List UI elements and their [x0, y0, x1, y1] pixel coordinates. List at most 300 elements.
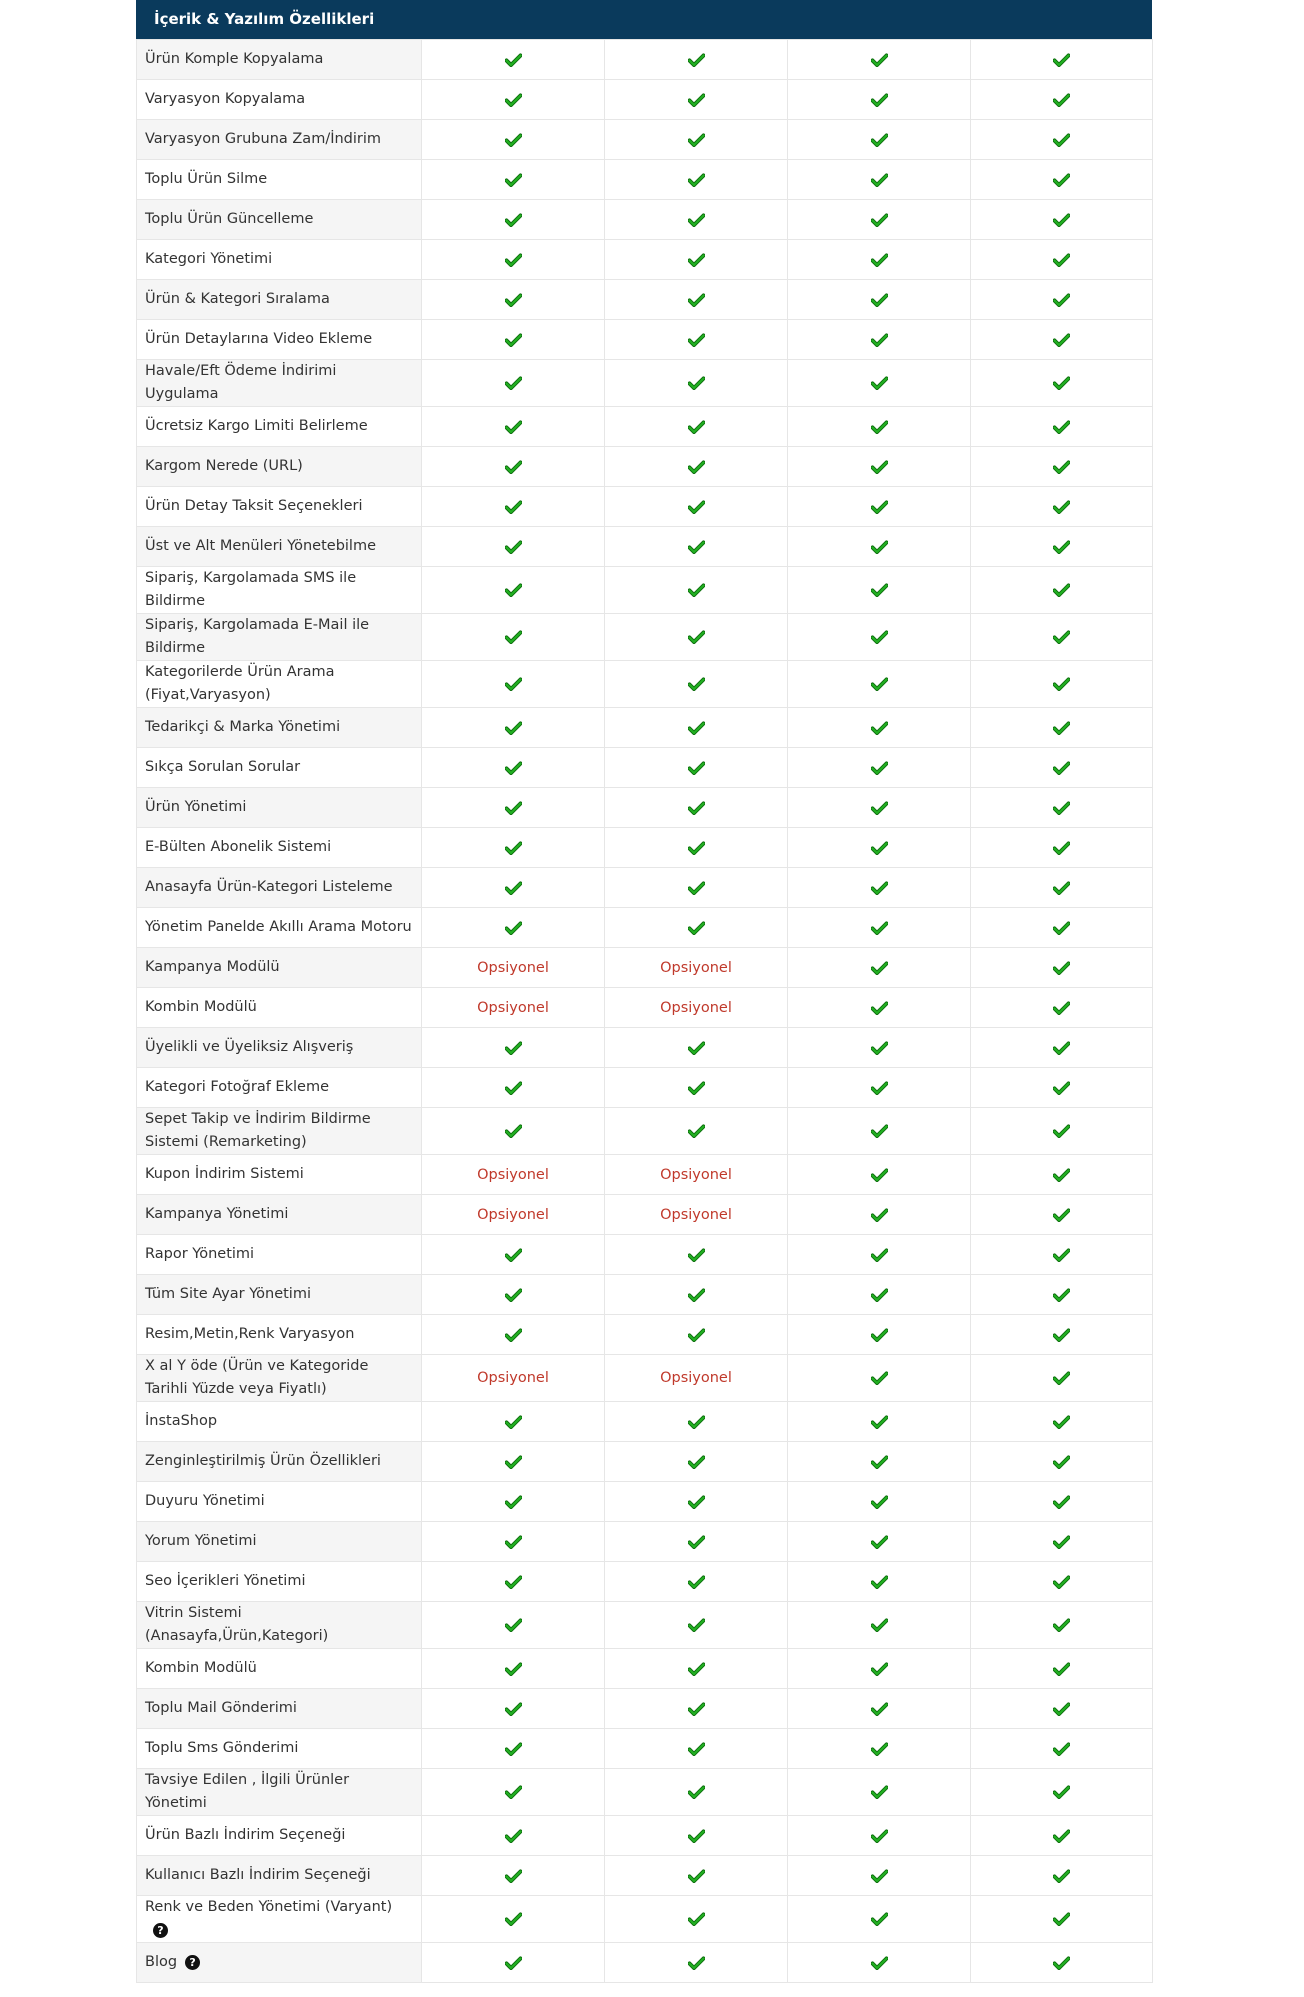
- feature-label: Renk ve Beden Yönetimi (Varyant): [145, 1899, 393, 1915]
- checkmark-icon: [1053, 53, 1070, 67]
- table-row: [137, 240, 1153, 280]
- checkmark-icon: [1053, 1001, 1070, 1015]
- feature-label-cell: [137, 661, 422, 708]
- plan-1-cell: [422, 1235, 605, 1275]
- checkmark-icon: [1053, 1455, 1070, 1469]
- checkmark-icon: [505, 1785, 522, 1799]
- checkmark-icon: [1053, 1956, 1070, 1970]
- checkmark-icon: [505, 677, 522, 691]
- plan-3-cell: [788, 908, 971, 948]
- plan-2-cell: [605, 120, 788, 160]
- plan-1-cell: [422, 988, 605, 1028]
- feature-label: Ürün Detaylarına Video Ekleme: [145, 331, 373, 347]
- feature-label: Üst ve Alt Menüleri Yönetebilme: [145, 538, 377, 554]
- checkmark-icon: [1053, 376, 1070, 390]
- feature-label: Kupon İndirim Sistemi: [145, 1166, 304, 1182]
- checkmark-icon: [505, 1415, 522, 1429]
- plan-3-cell: [788, 447, 971, 487]
- checkmark-icon: [688, 1956, 705, 1970]
- checkmark-icon: [688, 1535, 705, 1549]
- plan-4-cell: [971, 1315, 1153, 1355]
- checkmark-icon: [871, 173, 888, 187]
- feature-label: X al Y öde (Ürün ve Kategoride Tarihli Yüzde veya Fiyatlı): [145, 1358, 369, 1397]
- table-row: [137, 1068, 1153, 1108]
- checkmark-icon: [1053, 1912, 1070, 1926]
- checkmark-icon: [688, 1785, 705, 1799]
- plan-4-cell: [971, 1482, 1153, 1522]
- plan-1-cell: [422, 828, 605, 868]
- feature-label: Zenginleştirilmiş Ürün Özellikleri: [145, 1453, 381, 1469]
- plan-4-cell: [971, 1402, 1153, 1442]
- table-row: [137, 1729, 1153, 1769]
- plan-3-cell: [788, 407, 971, 447]
- checkmark-icon: [871, 961, 888, 975]
- plan-1-cell: [422, 1649, 605, 1689]
- feature-label-cell: [137, 1856, 422, 1896]
- feature-label-cell: [137, 1602, 422, 1649]
- plan-4-cell: [971, 1729, 1153, 1769]
- table-header-title: İçerik & Yazılım Özellikleri: [136, 0, 1152, 39]
- checkmark-icon: [1053, 213, 1070, 227]
- feature-label-cell: [137, 120, 422, 160]
- table-row: [137, 120, 1153, 160]
- feature-label: Toplu Ürün Güncelleme: [145, 211, 314, 227]
- table-row: [137, 1522, 1153, 1562]
- table-row: [137, 1602, 1153, 1649]
- checkmark-icon: [871, 1702, 888, 1716]
- checkmark-icon: [688, 376, 705, 390]
- plan-2-cell: [605, 320, 788, 360]
- plan-1-cell: [422, 908, 605, 948]
- table-row: [137, 614, 1153, 661]
- feature-label-cell: [137, 160, 422, 200]
- table-row: [137, 1816, 1153, 1856]
- plan-1-cell: [422, 1562, 605, 1602]
- plan-3-cell: [788, 1816, 971, 1856]
- feature-label: Kategori Fotoğraf Ekleme: [145, 1079, 329, 1095]
- table-row: [137, 527, 1153, 567]
- checkmark-icon: [505, 881, 522, 895]
- checkmark-icon: [1053, 253, 1070, 267]
- feature-label: Sipariş, Kargolamada E-Mail ile Bildirme: [145, 617, 370, 656]
- plan-4-cell: [971, 1562, 1153, 1602]
- checkmark-icon: [505, 53, 522, 67]
- plan-1-cell: [422, 748, 605, 788]
- optional-label: Opsiyonel: [660, 999, 732, 1016]
- feature-label: Ürün Bazlı İndirim Seçeneği: [145, 1827, 346, 1843]
- plan-2-cell: [605, 567, 788, 614]
- plan-4-cell: [971, 487, 1153, 527]
- checkmark-icon: [505, 93, 522, 107]
- table-row: [137, 908, 1153, 948]
- plan-4-cell: [971, 748, 1153, 788]
- feature-label: Kombin Modülü: [145, 1660, 257, 1676]
- checkmark-icon: [1053, 333, 1070, 347]
- plan-4-cell: [971, 1155, 1153, 1195]
- feature-label: Toplu Sms Gönderimi: [145, 1740, 299, 1756]
- table-row: [137, 80, 1153, 120]
- optional-label: Opsiyonel: [477, 1206, 549, 1223]
- plan-1-cell: [422, 1689, 605, 1729]
- plan-1-cell: [422, 1522, 605, 1562]
- checkmark-icon: [505, 1912, 522, 1926]
- plan-1-cell: [422, 360, 605, 407]
- plan-2-cell: [605, 1689, 788, 1729]
- feature-label: Kampanya Modülü: [145, 959, 280, 975]
- checkmark-icon: [688, 801, 705, 815]
- plan-1-cell: [422, 708, 605, 748]
- plan-4-cell: [971, 360, 1153, 407]
- feature-label-cell: [137, 1108, 422, 1155]
- checkmark-icon: [1053, 721, 1070, 735]
- plan-4-cell: [971, 1769, 1153, 1816]
- table-row: [137, 1943, 1153, 1983]
- feature-label: Toplu Mail Gönderimi: [145, 1700, 297, 1716]
- table-row: [137, 1649, 1153, 1689]
- checkmark-icon: [505, 133, 522, 147]
- checkmark-icon: [871, 1168, 888, 1182]
- plan-2-cell: [605, 80, 788, 120]
- plan-3-cell: [788, 1235, 971, 1275]
- table-row: [137, 1195, 1153, 1235]
- plan-4-cell: [971, 1275, 1153, 1315]
- checkmark-icon: [688, 1618, 705, 1632]
- plan-4-cell: [971, 788, 1153, 828]
- optional-label: Opsiyonel: [660, 1206, 732, 1223]
- checkmark-icon: [1053, 1495, 1070, 1509]
- checkmark-icon: [688, 1662, 705, 1676]
- checkmark-icon: [505, 1535, 522, 1549]
- feature-label: Kategorilerde Ürün Arama (Fiyat,Varyasyon): [145, 664, 335, 703]
- checkmark-icon: [871, 841, 888, 855]
- plan-3-cell: [788, 614, 971, 661]
- table-row: [137, 748, 1153, 788]
- checkmark-icon: [505, 1742, 522, 1756]
- feature-label-cell: [137, 1769, 422, 1816]
- checkmark-icon: [871, 133, 888, 147]
- checkmark-icon: [505, 1618, 522, 1632]
- checkmark-icon: [1053, 1415, 1070, 1429]
- plan-4-cell: [971, 614, 1153, 661]
- feature-label-cell: [137, 1355, 422, 1402]
- plan-4-cell: [971, 1522, 1153, 1562]
- plan-4-cell: [971, 160, 1153, 200]
- plan-1-cell: [422, 1108, 605, 1155]
- checkmark-icon: [688, 1124, 705, 1138]
- plan-1-cell: [422, 487, 605, 527]
- checkmark-icon: [1053, 93, 1070, 107]
- table-row: [137, 988, 1153, 1028]
- plan-2-cell: [605, 1602, 788, 1649]
- plan-3-cell: [788, 320, 971, 360]
- feature-label-cell: [137, 1068, 422, 1108]
- checkmark-icon: [871, 1535, 888, 1549]
- checkmark-icon: [505, 333, 522, 347]
- feature-label: Kombin Modülü: [145, 999, 257, 1015]
- checkmark-icon: [505, 1041, 522, 1055]
- checkmark-icon: [505, 1869, 522, 1883]
- plan-3-cell: [788, 40, 971, 80]
- plan-2-cell: [605, 661, 788, 708]
- optional-label: Opsiyonel: [477, 999, 549, 1016]
- checkmark-icon: [871, 213, 888, 227]
- checkmark-icon: [871, 1912, 888, 1926]
- plan-1-cell: [422, 614, 605, 661]
- checkmark-icon: [1053, 841, 1070, 855]
- checkmark-icon: [1053, 540, 1070, 554]
- checkmark-icon: [871, 1208, 888, 1222]
- checkmark-icon: [871, 1785, 888, 1799]
- checkmark-icon: [871, 583, 888, 597]
- checkmark-icon: [871, 253, 888, 267]
- checkmark-icon: [505, 1495, 522, 1509]
- plan-3-cell: [788, 527, 971, 567]
- checkmark-icon: [871, 1662, 888, 1676]
- plan-3-cell: [788, 1943, 971, 1983]
- plan-1-cell: [422, 1856, 605, 1896]
- plan-2-cell: [605, 1816, 788, 1856]
- plan-3-cell: [788, 1602, 971, 1649]
- plan-2-cell: [605, 1402, 788, 1442]
- checkmark-icon: [505, 420, 522, 434]
- checkmark-icon: [871, 1455, 888, 1469]
- table-row: [137, 360, 1153, 407]
- checkmark-icon: [688, 1869, 705, 1883]
- checkmark-icon: [505, 721, 522, 735]
- plan-3-cell: [788, 1689, 971, 1729]
- checkmark-icon: [505, 1328, 522, 1342]
- checkmark-icon: [688, 333, 705, 347]
- table-row: [137, 447, 1153, 487]
- checkmark-icon: [871, 1124, 888, 1138]
- feature-label: E-Bülten Abonelik Sistemi: [145, 839, 332, 855]
- plan-4-cell: [971, 1689, 1153, 1729]
- checkmark-icon: [871, 460, 888, 474]
- plan-3-cell: [788, 160, 971, 200]
- table-row: [137, 1442, 1153, 1482]
- feature-label: Ürün Yönetimi: [145, 799, 247, 815]
- plan-1-cell: [422, 160, 605, 200]
- checkmark-icon: [505, 376, 522, 390]
- checkmark-icon: [871, 1248, 888, 1262]
- plan-4-cell: [971, 527, 1153, 567]
- feature-label: Rapor Yönetimi: [145, 1246, 255, 1262]
- feature-label: Seo İçerikleri Yönetimi: [145, 1573, 306, 1589]
- table-row: [137, 948, 1153, 988]
- feature-label-cell: [137, 240, 422, 280]
- table-row: [137, 1275, 1153, 1315]
- table-row: [137, 868, 1153, 908]
- feature-label-cell: [137, 1649, 422, 1689]
- feature-label-cell: [137, 788, 422, 828]
- feature-label-cell: [137, 200, 422, 240]
- checkmark-icon: [688, 841, 705, 855]
- checkmark-icon: [871, 1371, 888, 1385]
- plan-4-cell: [971, 407, 1153, 447]
- plan-2-cell: [605, 447, 788, 487]
- feature-label-cell: [137, 360, 422, 407]
- checkmark-icon: [871, 1829, 888, 1843]
- plan-4-cell: [971, 40, 1153, 80]
- checkmark-icon: [688, 1328, 705, 1342]
- checkmark-icon: [1053, 1328, 1070, 1342]
- table-row: [137, 1402, 1153, 1442]
- plan-3-cell: [788, 1315, 971, 1355]
- checkmark-icon: [871, 721, 888, 735]
- plan-3-cell: [788, 567, 971, 614]
- feature-label: Kampanya Yönetimi: [145, 1206, 289, 1222]
- plan-4-cell: [971, 320, 1153, 360]
- feature-label-cell: [137, 908, 422, 948]
- plan-2-cell: [605, 1155, 788, 1195]
- feature-label: Vitrin Sistemi (Anasayfa,Ürün,Kategori): [145, 1605, 329, 1644]
- checkmark-icon: [688, 253, 705, 267]
- checkmark-icon: [1053, 677, 1070, 691]
- checkmark-icon: [1053, 1081, 1070, 1095]
- plan-2-cell: [605, 527, 788, 567]
- feature-label-cell: [137, 1729, 422, 1769]
- feature-label-cell: [137, 1689, 422, 1729]
- question-circle-icon[interactable]: ?: [153, 1923, 168, 1938]
- plan-2-cell: [605, 748, 788, 788]
- checkmark-icon: [688, 1702, 705, 1716]
- checkmark-icon: [871, 293, 888, 307]
- checkmark-icon: [1053, 173, 1070, 187]
- table-row: [137, 1028, 1153, 1068]
- plan-4-cell: [971, 948, 1153, 988]
- plan-2-cell: [605, 1769, 788, 1816]
- checkmark-icon: [1053, 961, 1070, 975]
- feature-label: Resim,Metin,Renk Varyasyon: [145, 1326, 355, 1342]
- table-row: [137, 280, 1153, 320]
- checkmark-icon: [1053, 1742, 1070, 1756]
- feature-label-cell: [137, 320, 422, 360]
- plan-4-cell: [971, 1235, 1153, 1275]
- checkmark-icon: [871, 921, 888, 935]
- checkmark-icon: [1053, 460, 1070, 474]
- checkmark-icon: [688, 1912, 705, 1926]
- plan-3-cell: [788, 1355, 971, 1402]
- plan-3-cell: [788, 360, 971, 407]
- plan-3-cell: [788, 1896, 971, 1943]
- plan-2-cell: [605, 1943, 788, 1983]
- plan-1-cell: [422, 1195, 605, 1235]
- checkmark-icon: [505, 630, 522, 644]
- table-row: [137, 828, 1153, 868]
- plan-4-cell: [971, 280, 1153, 320]
- checkmark-icon: [1053, 1371, 1070, 1385]
- question-circle-icon[interactable]: ?: [185, 1955, 200, 1970]
- checkmark-icon: [871, 1288, 888, 1302]
- feature-label: Anasayfa Ürün-Kategori Listeleme: [145, 879, 393, 895]
- plan-1-cell: [422, 661, 605, 708]
- plan-2-cell: [605, 1896, 788, 1943]
- checkmark-icon: [1053, 1575, 1070, 1589]
- plan-3-cell: [788, 1649, 971, 1689]
- checkmark-icon: [505, 213, 522, 227]
- plan-2-cell: [605, 788, 788, 828]
- checkmark-icon: [505, 1081, 522, 1095]
- plan-3-cell: [788, 1068, 971, 1108]
- plan-1-cell: [422, 1155, 605, 1195]
- checkmark-icon: [688, 1248, 705, 1262]
- feature-label: Varyasyon Grubuna Zam/İndirim: [145, 131, 382, 147]
- feature-label: Duyuru Yönetimi: [145, 1493, 265, 1509]
- plan-3-cell: [788, 708, 971, 748]
- checkmark-icon: [688, 630, 705, 644]
- checkmark-icon: [688, 1495, 705, 1509]
- plan-3-cell: [788, 280, 971, 320]
- plan-1-cell: [422, 1068, 605, 1108]
- table-row: [137, 1769, 1153, 1816]
- feature-label: Blog: [145, 1954, 178, 1970]
- feature-label: Havale/Eft Ödeme İndirimi Uygulama: [145, 363, 337, 402]
- checkmark-icon: [505, 500, 522, 514]
- checkmark-icon: [505, 293, 522, 307]
- checkmark-icon: [871, 677, 888, 691]
- plan-2-cell: [605, 1649, 788, 1689]
- feature-label-cell: [137, 988, 422, 1028]
- plan-3-cell: [788, 1402, 971, 1442]
- plan-3-cell: [788, 788, 971, 828]
- plan-3-cell: [788, 80, 971, 120]
- table-row: [137, 200, 1153, 240]
- checkmark-icon: [505, 583, 522, 597]
- plan-3-cell: [788, 748, 971, 788]
- feature-label-cell: [137, 1562, 422, 1602]
- checkmark-icon: [688, 881, 705, 895]
- table-row: [137, 788, 1153, 828]
- feature-label-cell: [137, 1896, 422, 1943]
- feature-label-cell: [137, 748, 422, 788]
- plan-3-cell: [788, 240, 971, 280]
- feature-label-cell: [137, 948, 422, 988]
- plan-4-cell: [971, 1355, 1153, 1402]
- plan-2-cell: [605, 908, 788, 948]
- checkmark-icon: [688, 500, 705, 514]
- plan-1-cell: [422, 40, 605, 80]
- table-row: [137, 407, 1153, 447]
- plan-3-cell: [788, 1856, 971, 1896]
- plan-2-cell: [605, 828, 788, 868]
- checkmark-icon: [505, 841, 522, 855]
- feature-label-cell: [137, 1275, 422, 1315]
- plan-4-cell: [971, 1195, 1153, 1235]
- checkmark-icon: [505, 761, 522, 775]
- checkmark-icon: [1053, 1702, 1070, 1716]
- checkmark-icon: [1053, 801, 1070, 815]
- plan-1-cell: [422, 1482, 605, 1522]
- checkmark-icon: [505, 1288, 522, 1302]
- checkmark-icon: [688, 677, 705, 691]
- checkmark-icon: [688, 1455, 705, 1469]
- checkmark-icon: [688, 213, 705, 227]
- plan-1-cell: [422, 1355, 605, 1402]
- features-table: [136, 0, 1152, 1983]
- checkmark-icon: [1053, 133, 1070, 147]
- checkmark-icon: [1053, 881, 1070, 895]
- feature-label-cell: [137, 708, 422, 748]
- checkmark-icon: [871, 333, 888, 347]
- checkmark-icon: [688, 583, 705, 597]
- feature-label: Toplu Ürün Silme: [145, 171, 268, 187]
- checkmark-icon: [505, 1455, 522, 1469]
- feature-label: Sipariş, Kargolamada SMS ile Bildirme: [145, 570, 357, 609]
- plan-3-cell: [788, 1195, 971, 1235]
- plan-2-cell: [605, 200, 788, 240]
- plan-3-cell: [788, 868, 971, 908]
- feature-label-cell: [137, 447, 422, 487]
